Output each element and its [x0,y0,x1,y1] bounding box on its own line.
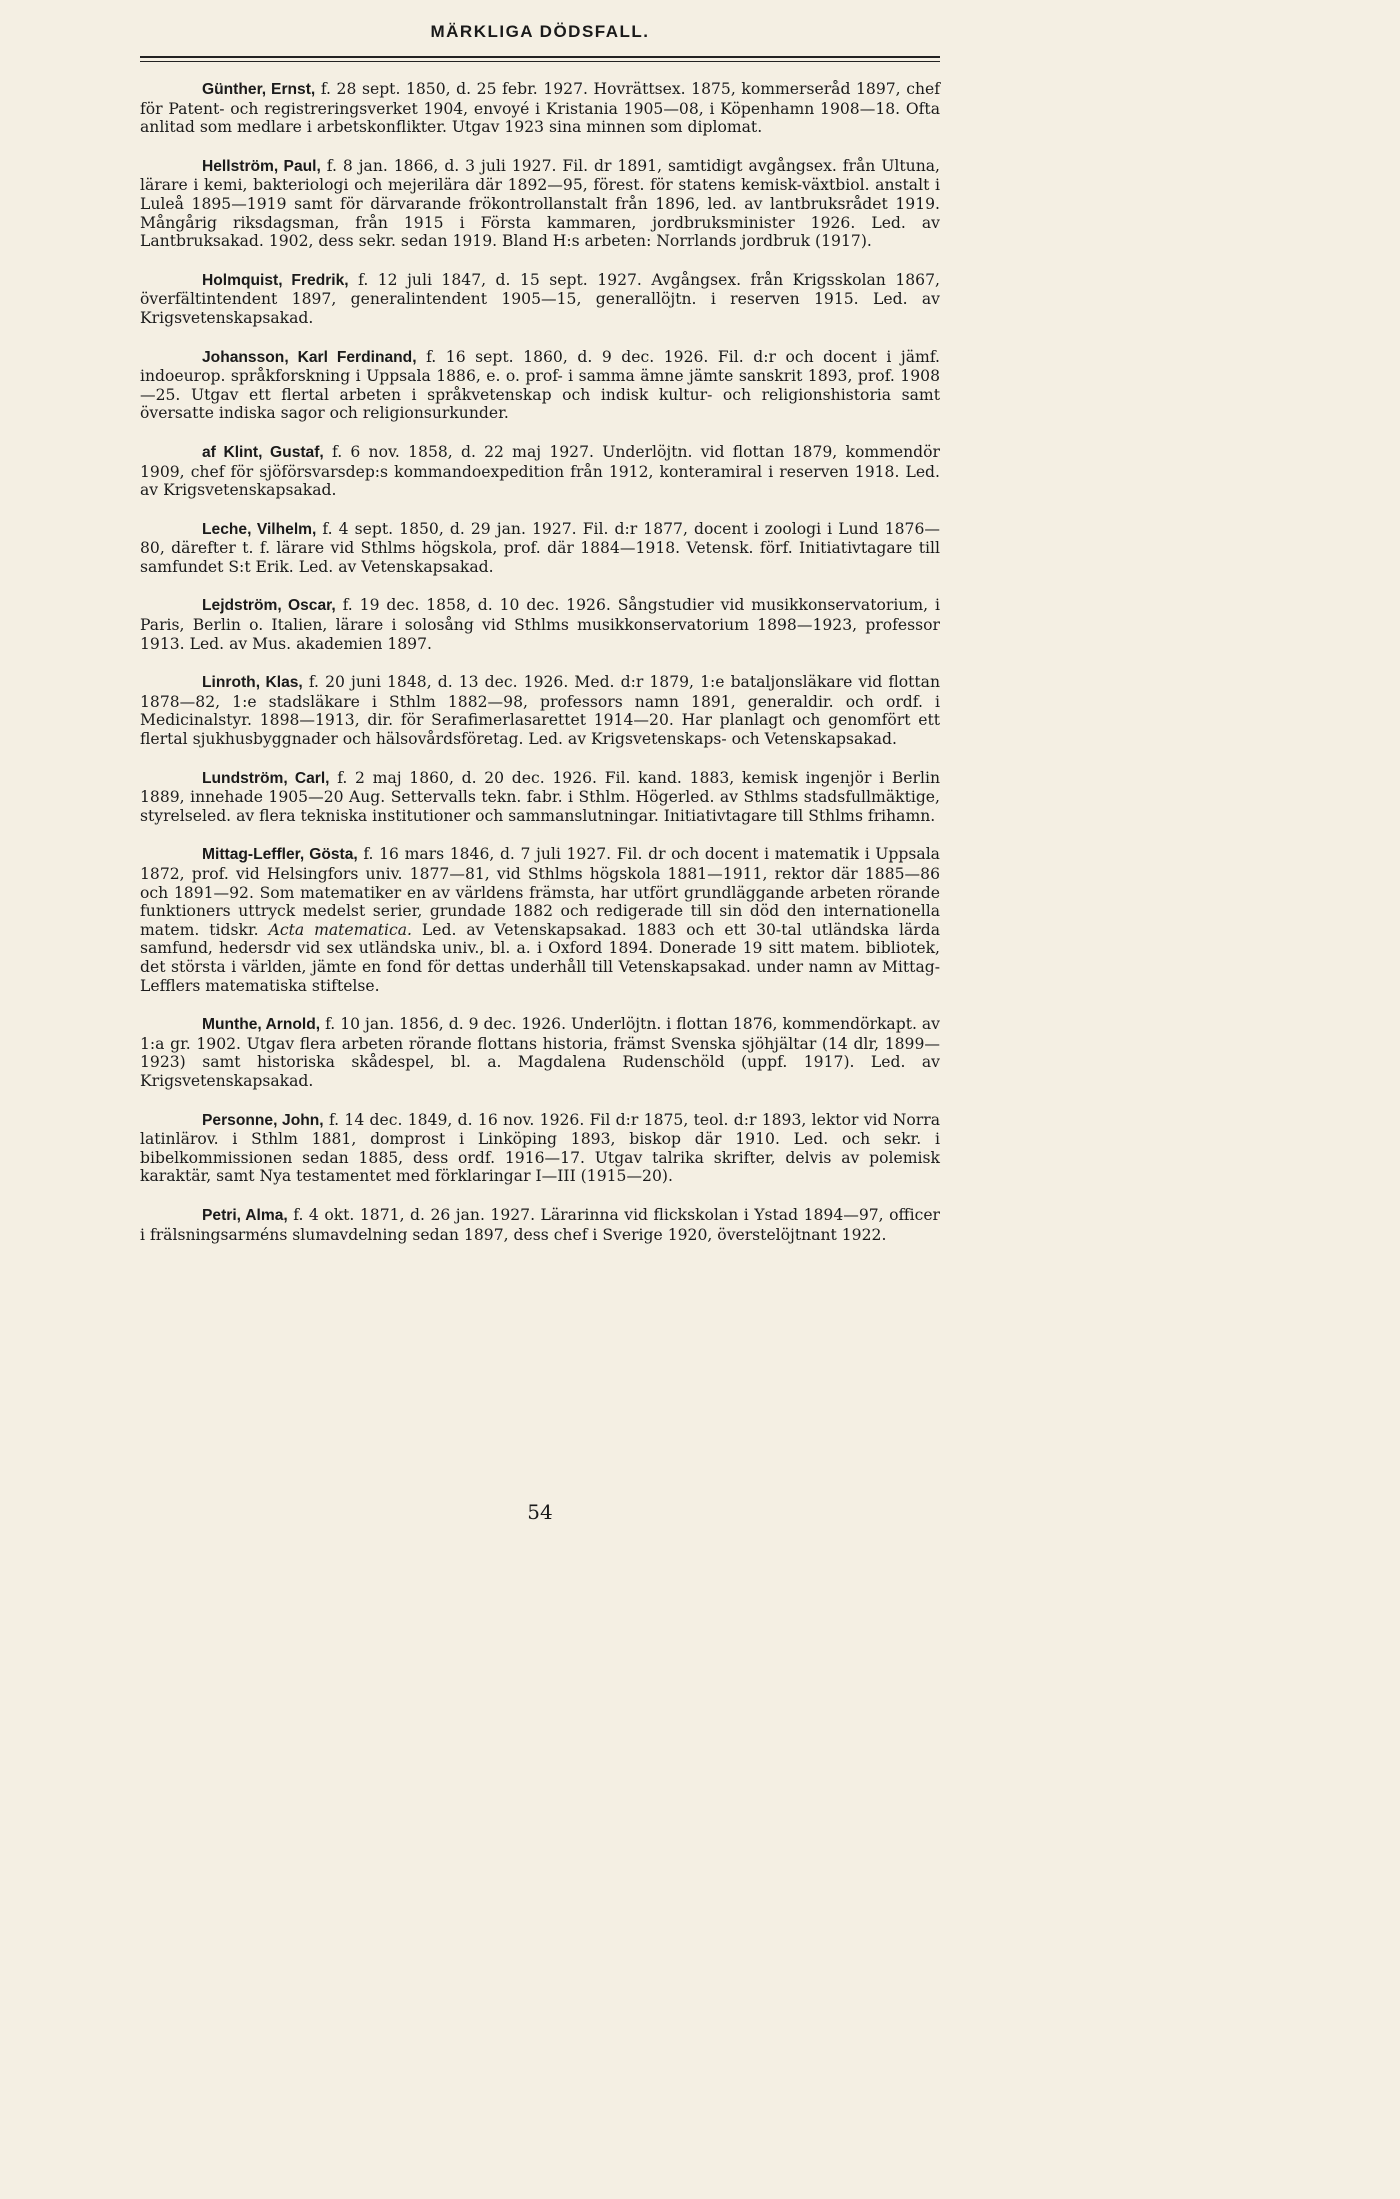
entry-gunther [140,80,940,137]
entry-name: Personne, John, [202,1111,324,1129]
entry-text-continued: Led. av Vetenskapsakad. 1883 och ett 30-tal utländska lärda samfund, hedersdr vid sex utländska univ., bl. a. i Oxford 1894. Donerade 19 sitt matem. bibliotek, det största i världen, jämte en fond för dettas underhåll till Vetenskapsakad. under namn av Mittag-Lefflers matematiska stiftelse. [140,920,940,995]
entry-text: f. 4 okt. 1871, d. 26 jan. 1927. Lärarinna vid flickskolan i Ystad 1894—97, officer i frälsningsarméns slumavdelning sedan 1897, dess chef i Sverige 1920, överstelöjtnant 1922. [140,1205,941,1244]
entry-name: Munthe, Arnold, [202,1016,321,1034]
entry-text: f. 19 dec. 1858, d. 10 dec. 1926. Sångstudier vid musikkonservatorium, i Paris, Berlin o. Italien, lärare i solosång vid Sthlms musikkonservatorium 1898—1923, professor 1913. Led. av Mus. akademien 1897. [140,596,941,653]
page-number: 54 [527,1500,553,1524]
entry-name: Johansson, Karl Ferdinand, [202,348,417,366]
entry-linroth [140,673,940,748]
entry-name: Hellström, Paul, [202,157,321,175]
entry-name: Petri, Alma, [202,1206,288,1224]
running-head: MÄRKLIGA DÖDSFALL. [430,22,650,41]
entry-text: f. 28 sept. 1850, d. 25 febr. 1927. Hovrättsex. 1875, kommerseråd 1897, chef för Patent- och registreringsverket 1904, envoyé i Kristania 1905—08, i Köpenhamn 1908—18. Ofta anlitad som medlare i arbetskonflikter. Utgav 1923 sina minnen som diplomat. [140,80,940,137]
entry-name: Lejdström, Oscar, [202,597,336,615]
entry-af-klint [140,443,940,500]
entry-johansson [140,348,940,423]
entry-text: f. 6 nov. 1858, d. 22 maj 1927. Underlöjtn. vid flottan 1879, kommendör 1909, chef för sjöförsvarsdep:s kommandoexpedition från 1912, konteramiral i reserven 1918. Led. av Krigsvetenskapsakad. [140,442,940,500]
entry-text: f. 2 maj 1860, d. 20 dec. 1926. Fil. kand. 1883, kemisk ingenjör i Berlin 1889, innehade 1905—20 Aug. Settervalls tekn. fabr. i Sthlm. Högerled. av Sthlms stadsfullmäktige, styrelseled. av flera tekniska institutioner och sammanslutningar. Initiativtagare till Sthlms frihamn. [140,768,940,825]
entry-text: f. 16 mars 1846, d. 7 juli 1927. Fil. dr och docent i matematik i Uppsala 1872, prof. vid Helsingfors univ. 1877—81, vid Sthlms högskola 1881—1911, rektor där 1885—86 och 1891—92. Som matematiker en av världens främsta, har utfört grundläggande arbeten rörande funktioners uttryck medelst serier, grundade 1882 och redigerade till sin död den internationella matem. tidskr. [140,845,940,939]
entry-name: Günther, Ernst, [202,81,316,98]
entry-holmquist [140,271,940,328]
entry-lundstrom [140,769,940,826]
entry-text: f. 8 jan. 1866, d. 3 juli 1927. Fil. dr 1891, samtidigt avgångsex. från Ultuna, lärare i kemi, bakteriologi och mejerilära där 1892—95, förest. för statens kemisk-växtbiol. anstalt i Luleå 1895—1919 samt för därvarande frökontrollanstalt från 1896, led. av lantbruksrådet 1919. Mångårig riksdagsman, från 1915 i Första kammaren, jordbruksminister 1926. Led. av Lantbruksakad. 1902, dess sekr. sedan 1919. Bland H:s arbeten: Norrlands jordbruk (1917). [140,156,940,251]
header-rule [140,56,940,62]
entry-munthe [140,1015,940,1090]
entry-hellstrom [140,157,940,251]
entry-text: f. 16 sept. 1860, d. 9 dec. 1926. Fil. d:r och docent i jämf. indoeurop. språkforskning i Uppsala 1886, e. o. prof- i samma ämne jämte sanskrit 1893, prof. 1908—25. Utgav ett flertal arbeten i språkvetenskap och indisk kultur- och religionshistoria samt översatte indiska sagor och religionsurkunder. [140,347,940,423]
entry-petri [140,1206,940,1244]
entry-name: Leche, Vilhelm, [202,520,317,538]
journal-title: Acta matematica. [268,920,412,939]
entry-name: Mittag-Leffler, Gösta, [202,846,358,864]
entry-text: f. 12 juli 1847, d. 15 sept. 1927. Avgångsex. från Krigsskolan 1867, överfältintendent 1897, generalintendent 1905—15, generallöjtn. i reserven 1915. Led. av Krigsvetenskapsakad. [140,270,940,327]
entry-lejdstrom [140,596,940,653]
entry-text: f. 10 jan. 1856, d. 9 dec. 1926. Underlöjtn. i flottan 1876, kommendörkapt. av 1:a gr. 1902. Utgav flera arbeten rörande flottans historia, främst Svenska sjöhjältar (14 dlr, 1899—1923) samt historiska skådespel, bl. a. Magdalena Rudenschöld (uppf. 1917). Led. av Krigsvetenskapsakad. [140,1015,940,1090]
entry-name: af Klint, Gustaf, [202,443,324,461]
entry-name: Linroth, Klas, [202,674,303,692]
entries-list [140,80,940,1244]
entry-name: Lundström, Carl, [202,769,330,787]
entry-mittag-leffler [140,845,940,995]
entry-text: f. 20 juni 1848, d. 13 dec. 1926. Med. d:r 1879, 1:e bataljonsläkare vid flottan 1878—82, 1:e stadsläkare i Sthlm 1882—98, professors namn 1891, generaldir. och ordf. i Medicinalstyr. 1898—1913, dir. för Serafimerlasarettet 1914—20. Har planlagt och genomfört ett flertal sjukhusbyggnader och hälsovårdsföretag. Led. av Krigsvetenskaps- och Vetenskapsakad. [140,673,940,749]
entry-text: f. 4 sept. 1850, d. 29 jan. 1927. Fil. d:r 1877, docent i zoologi i Lund 1876—80, därefter t. f. lärare vid Sthlms högskola, prof. där 1884—1918. Vetensk. förf. Initiativtagare till samfundet S:t Erik. Led. av Vetenskapsakad. [140,519,940,576]
entry-leche [140,520,940,577]
entry-personne [140,1111,940,1186]
entry-name: Holmquist, Fredrik, [202,271,349,289]
entry-text: f. 14 dec. 1849, d. 16 nov. 1926. Fil d:r 1875, teol. d:r 1893, lektor vid Norra latinlärov. i Sthlm 1881, domprost i Linköping 1893, biskop där 1910. Led. och sekr. i bibelkommissionen sedan 1885, dess ordf. 1916—17. Utgav talrika skrifter, delvis av polemisk karaktär, samt Nya testamentet med förklaringar I—III (1915—20). [140,1110,941,1186]
